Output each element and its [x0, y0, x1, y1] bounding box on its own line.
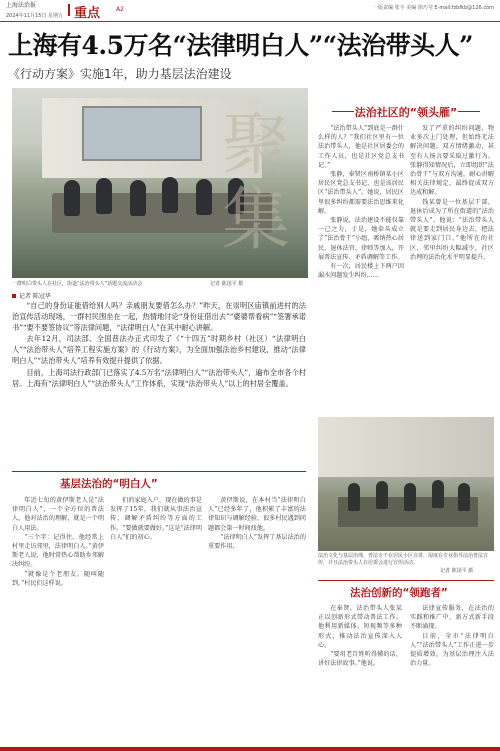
photo-credit: 记者 陈国平 摄 [440, 568, 474, 574]
paragraph: 们的家庭入户，现在做的事是发挥了15年，我们就从事法治宣传、调解矛盾纠纷等方面的工作。“要做就要做好。”这是“法律明白人”们的初心。 [110, 497, 202, 541]
photo-caption: 一群明白带头人在社区，街道“法治带头人”话题交流活动会 [12, 281, 143, 287]
paragraph: “要用老百姓听得懂的话，讲好法律故事。”他说。 [318, 651, 402, 668]
article-column [208, 496, 306, 551]
paragraph: 法律宣传服务，在法治的实践和推广中，新方式新手段不断涌现。 [410, 605, 494, 631]
paragraph: 年近七旬的黄伊斯老人是“法律明白人”，一个全方位的普法人。他对法治的理解，就是一个明白人用法。 [12, 497, 104, 532]
section-divider [12, 471, 306, 472]
section-title-understanding: 基层法治的“明白人” [60, 478, 158, 490]
lead-paragraph: 去年12月，司法部、全国普法办正式印发了《“十四五”时期乡村（社区）“法律明白人”“法治带头人”培养工程实施方案》的《行动方案》，为全面加强法治乡村建设，推动“法律明白人”“法治带头人”培养有效提升提供了依据。 [12, 334, 306, 366]
article-column [110, 496, 202, 542]
reporter-name: 记者 陈冠华 [19, 293, 51, 300]
paragraph: 黄伊斯说，在本村当“法律明白人”已经多年了，他积累了丰富的法律知识与调解经验，很多村民遇到问题都会第一时间找他。 [208, 497, 306, 532]
decorative-calligraphy: 聚集 [222, 106, 291, 260]
footer-bar [0, 747, 500, 751]
editor-info: 一版责编 张丰 美编 徐巧莹 E-mail:fzbfkb@126.com [373, 5, 494, 11]
photo-person [96, 178, 112, 214]
photo-person [432, 480, 444, 508]
newspaper-logo: 上海法治报 [6, 2, 37, 9]
section-title-innovation: 法治创新的“领跑者” [350, 587, 448, 599]
paragraph: 张静说，法治建设不能仅靠一己之力，于是，她牵头成立了“法治骨干”小组，吸纳热心居民、退休法官、律师等加入，开展普法宣传、矛盾调解等工作。 [318, 217, 404, 261]
paragraph: “三个字：记得住。他经常上村里走访邻里，法律明白人。”黄伊斯老人说，他时常热心帮助乡邻解决纠纷。 [12, 533, 104, 569]
lead-paragraph: 目前，上海司法行政部门已落实了4.5万名“法律明白人”“法治带头人”，遍布全市各个村居。上海有“法律明白人”“法治带头人”工作体系，实现“法治带头人”以上的村居全覆盖。 [12, 367, 306, 388]
section-divider [318, 580, 494, 581]
photo-person [348, 483, 360, 511]
photo-person [64, 180, 80, 216]
photo-person [458, 483, 470, 511]
discussion-photo [318, 417, 494, 551]
paragraph: 张静，奉贤区南桥镇某小区居民区党总支书记，也是该居民区“法治带头人”。她说，居民区里很多纠纷都需要法治思维来化解。 [318, 171, 404, 215]
paragraph: 钱某曾是一位基层干部，退休后成为了所在街道的“法治带头人”。他说：“法治带头人就是要走到居民身边去，把法律送到家门口。”他所在的社区，邻里纠纷大幅减少，社区治理的法治化水平明显提升。 [410, 198, 494, 261]
article-column [410, 124, 494, 262]
paragraph: 目前，全市“法律明白人”“法治带头人”工作正进一步提质增效，为基层治理注入法治力量。 [410, 632, 494, 668]
photo-person [376, 481, 388, 509]
issue-date: 2024年11月15日 星期五 [6, 13, 64, 19]
photo-person [162, 177, 178, 213]
section-name: 重点 [74, 2, 100, 21]
lead-article [12, 300, 306, 389]
meeting-photo [12, 88, 308, 278]
photo-room [318, 417, 494, 477]
section-title-community: 法治社区的“领头雁” [318, 104, 494, 120]
article-column [318, 604, 402, 668]
square-icon [12, 294, 16, 298]
page-number: A2 [116, 6, 124, 13]
subheadline: 《行动方案》实施1年，助力基层法治建设 [8, 67, 232, 81]
paragraph: “就像是个老朋友，随叫随到。”村民们这样说。 [12, 570, 104, 587]
headline: 上海有4.5万名“法律明白人”“法治带头人” [8, 31, 474, 60]
lead-paragraph: “自己的身份证能借给别人吗？亲戚朋友要借怎么办？”昨天，在崇明区庙镇前进村的法治宣传活动现场，一群村民围坐在一起，热情地讨论“身份证借出去”“婆婆帮看病”“签署承诺书”“要不要签协议”等法律问题，“法律明白人”在其中耐心讲解。 [12, 301, 306, 333]
paragraph: 发了严重的纠纷问题，物业多次上门处理，但始终无法解决问题。双方情绪激动，甚至有人扬言要采取过激行为。张静得知情况后，立即组织“法治骨干”与双方沟通，耐心讲解相关法律规定，最终促成双方达成和解。 [410, 125, 494, 197]
photo-person [196, 179, 212, 215]
paragraph: 有一次，居民楼上下两户因漏水问题发生纠纷…… [318, 263, 404, 280]
photo-person [130, 180, 146, 216]
paragraph: “法治带头人”到底是一群什么样的人？“我们社区里有一位法治带头人，他是社区居委会的工作人员，也是社区党总支书记。” [318, 125, 404, 169]
masthead [0, 0, 500, 22]
photo-person [404, 483, 416, 511]
photo-display-board [82, 106, 202, 161]
photo-credit: 记者 陈国平 摄 [210, 281, 244, 287]
reporter-byline [12, 291, 51, 300]
article-column [318, 124, 404, 280]
article-column [12, 496, 104, 588]
photo-caption: 法治文化与基层治理，普法专干在居民小区宣讲，湿度在专业指导法治普法宣传，并且法治带头人在居委会进行宣传活动。 [318, 553, 489, 566]
paragraph: “法律明白人”发挥了基层法治的重要作用。 [208, 533, 306, 551]
article-column [410, 604, 494, 668]
paragraph: 在奉贤，法治带头人张某正以创新形式带动普法工作。他利用新媒体、短视频等多种形式，推动法治宣传深入人心。 [318, 605, 402, 649]
